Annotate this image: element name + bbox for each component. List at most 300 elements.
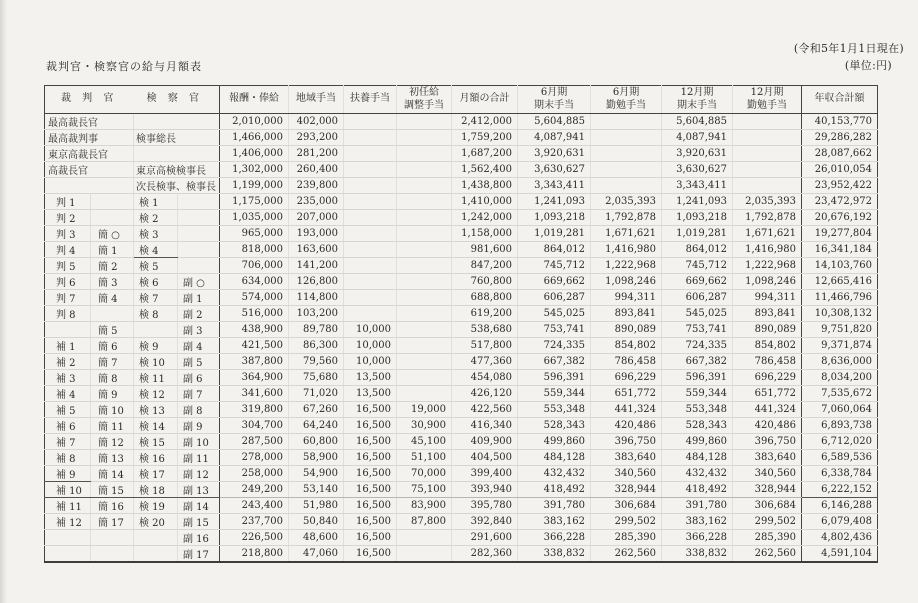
cell-prosecutor-rank: 検 12 [134,386,178,402]
cell-june-term-end: 596,391 [518,370,591,386]
cell-dependent-allowance [344,242,397,258]
cell-annual-total: 14,103,760 [802,258,878,274]
table-row [45,242,878,258]
cell-regional-allowance: 64,240 [289,418,344,434]
cell-dec-term-end: 3,343,411 [662,178,733,194]
cell-june-diligence: 651,772 [591,386,662,402]
cell-monthly-total: 1,438,800 [452,178,518,194]
col-header-regional-allowance: 地域手当 [289,86,344,114]
cell-dec-diligence: 383,640 [733,450,802,466]
cell-june-term-end: 745,712 [518,258,591,274]
cell-salary: 634,000 [220,274,289,290]
cell-june-term-end: 559,344 [518,386,591,402]
cell-judge-rank: 補 4 [45,386,91,402]
cell-salary: 278,000 [220,450,289,466]
cell-prosecutor-rank: 検 2 [134,210,178,226]
cell-regional-allowance: 193,000 [289,226,344,242]
cell-prosecutor-rank [134,546,178,563]
cell-prosecutor-rank: 検 5 [134,258,178,274]
cell-judge-rank: 判 7 [45,290,91,306]
cell-judge-rank: 補 2 [45,354,91,370]
cell-summary-court-rank: 簡 11 [91,418,134,434]
cell-initial-adjustment [397,226,452,242]
cell-summary-court-rank: 簡 8 [91,370,134,386]
salary-table [44,85,878,563]
cell-dec-term-end: 864,012 [662,242,733,258]
cell-monthly-total: 399,400 [452,466,518,482]
cell-regional-allowance: 281,200 [289,146,344,162]
cell-monthly-total: 619,200 [452,306,518,322]
cell-annual-total: 4,802,436 [802,530,878,546]
cell-monthly-total: 477,360 [452,354,518,370]
cell-dec-term-end: 753,741 [662,322,733,338]
cell-regional-allowance: 402,000 [289,114,344,130]
cell-monthly-total: 1,158,000 [452,226,518,242]
cell-prosecutor-rank: 検 1 [134,194,178,210]
cell-dependent-allowance [344,210,397,226]
cell-june-term-end: 391,780 [518,498,591,514]
cell-salary: 341,600 [220,386,289,402]
table-row [45,530,878,546]
cell-june-diligence: 893,841 [591,306,662,322]
cell-dec-diligence: 328,944 [733,482,802,498]
cell-regional-allowance: 51,980 [289,498,344,514]
cell-prosecutor-rank: 検事総長 [134,130,220,146]
table-row [45,226,878,242]
cell-dependent-allowance [344,130,397,146]
cell-salary: 1,035,000 [220,210,289,226]
cell-judge-rank: 補 9 [45,466,91,482]
cell-monthly-total: 2,412,000 [452,114,518,130]
cell-monthly-total: 404,500 [452,450,518,466]
cell-dec-diligence: 396,750 [733,434,802,450]
cell-june-diligence: 328,944 [591,482,662,498]
cell-judge-rank: 補 5 [45,402,91,418]
cell-annual-total: 6,146,288 [802,498,878,514]
cell-annual-total: 4,591,104 [802,546,878,563]
cell-monthly-total: 409,900 [452,434,518,450]
cell-initial-adjustment: 83,900 [397,498,452,514]
cell-vice-prosecutor-rank [178,210,220,226]
cell-judge-rank: 補 11 [45,498,91,514]
table-title: 裁判官・検察官の給与月額表 [46,60,202,73]
cell-june-diligence: 994,311 [591,290,662,306]
cell-june-term-end: 606,287 [518,290,591,306]
cell-salary: 237,700 [220,514,289,530]
cell-june-diligence: 2,035,393 [591,194,662,210]
cell-prosecutor-rank: 検 8 [134,306,178,322]
cell-dec-diligence [733,130,802,146]
cell-judge-rank: 補 8 [45,450,91,466]
cell-prosecutor-rank [134,114,220,130]
cell-dec-diligence: 340,560 [733,466,802,482]
cell-summary-court-rank: 簡 2 [91,258,134,274]
table-row [45,130,878,146]
cell-prosecutor-rank: 検 17 [134,466,178,482]
cell-initial-adjustment [397,178,452,194]
cell-regional-allowance: 58,900 [289,450,344,466]
cell-dec-diligence [733,146,802,162]
col-header-june-diligence-allowance: 6月期 勤勉手当 [591,86,662,114]
cell-annual-total: 6,338,784 [802,466,878,482]
cell-dependent-allowance [344,114,397,130]
cell-dec-term-end: 391,780 [662,498,733,514]
cell-dependent-allowance: 16,500 [344,514,397,530]
cell-june-term-end: 3,920,631 [518,146,591,162]
cell-dec-diligence: 1,792,878 [733,210,802,226]
cell-summary-court-rank: 簡 4 [91,290,134,306]
cell-salary: 421,500 [220,338,289,354]
cell-dependent-allowance: 16,500 [344,402,397,418]
cell-vice-prosecutor-rank: 副 11 [178,450,220,466]
cell-dependent-allowance: 16,500 [344,466,397,482]
cell-june-diligence: 441,324 [591,402,662,418]
cell-regional-allowance: 260,400 [289,162,344,178]
cell-dec-diligence: 651,772 [733,386,802,402]
cell-june-term-end: 484,128 [518,450,591,466]
cell-dec-term-end: 418,492 [662,482,733,498]
cell-regional-allowance: 89,780 [289,322,344,338]
cell-salary: 574,000 [220,290,289,306]
cell-judge-rank: 高裁長官 [45,162,134,178]
col-header-initial-adjustment-allowance: 初任給 調整手当 [397,86,452,114]
cell-monthly-total: 392,840 [452,514,518,530]
cell-regional-allowance: 60,800 [289,434,344,450]
cell-dependent-allowance: 16,500 [344,482,397,498]
cell-salary: 243,400 [220,498,289,514]
cell-initial-adjustment [397,546,452,563]
cell-salary: 364,900 [220,370,289,386]
cell-dec-term-end: 338,832 [662,546,733,563]
cell-judge-rank [45,530,91,546]
cell-salary: 258,000 [220,466,289,482]
cell-vice-prosecutor-rank: 副 3 [178,322,220,338]
cell-vice-prosecutor-rank: 副 14 [178,498,220,514]
table-row [45,434,878,450]
cell-prosecutor-rank: 検 3 [134,226,178,242]
table-row [45,370,878,386]
cell-dependent-allowance: 16,500 [344,434,397,450]
cell-monthly-total: 1,242,000 [452,210,518,226]
cell-vice-prosecutor-rank: 副 9 [178,418,220,434]
cell-dec-term-end: 1,093,218 [662,210,733,226]
cell-prosecutor-rank: 東京高検検事長 [134,162,220,178]
cell-regional-allowance: 75,680 [289,370,344,386]
cell-june-term-end: 1,019,281 [518,226,591,242]
cell-annual-total: 20,676,192 [802,210,878,226]
cell-salary: 319,800 [220,402,289,418]
cell-june-diligence [591,114,662,130]
cell-judge-rank: 判 8 [45,306,91,322]
cell-judge-rank [45,178,134,194]
cell-dec-diligence: 893,841 [733,306,802,322]
cell-judge-rank: 判 2 [45,210,91,226]
judge-section-label: 裁 判 官 [61,93,118,105]
cell-regional-allowance: 48,600 [289,530,344,546]
cell-summary-court-rank: 簡 5 [91,322,134,338]
cell-summary-court-rank: 簡 14 [91,466,134,482]
cell-june-diligence: 1,792,878 [591,210,662,226]
cell-annual-total: 6,079,408 [802,514,878,530]
cell-monthly-total: 760,800 [452,274,518,290]
cell-vice-prosecutor-rank: 副 6 [178,370,220,386]
cell-annual-total: 40,153,770 [802,114,878,130]
cell-dec-diligence: 854,802 [733,338,802,354]
cell-annual-total: 6,589,536 [802,450,878,466]
cell-monthly-total: 1,410,000 [452,194,518,210]
col-header-monthly-total: 月額の合計 [452,86,518,114]
cell-salary: 2,010,000 [220,114,289,130]
cell-june-term-end: 383,162 [518,514,591,530]
cell-monthly-total: 1,759,200 [452,130,518,146]
cell-annual-total: 6,222,152 [802,482,878,498]
cell-summary-court-rank: 簡 7 [91,354,134,370]
cell-initial-adjustment: 51,100 [397,450,452,466]
cell-annual-total: 12,665,416 [802,274,878,290]
cell-prosecutor-rank: 検 10 [134,354,178,370]
cell-salary: 1,302,000 [220,162,289,178]
cell-salary: 304,700 [220,418,289,434]
cell-dec-term-end: 553,348 [662,402,733,418]
cell-initial-adjustment [397,386,452,402]
cell-summary-court-rank [91,530,134,546]
cell-vice-prosecutor-rank [178,194,220,210]
cell-regional-allowance: 163,600 [289,242,344,258]
cell-june-term-end: 864,012 [518,242,591,258]
cell-dec-term-end: 745,712 [662,258,733,274]
cell-salary: 218,800 [220,546,289,563]
cell-initial-adjustment: 75,100 [397,482,452,498]
cell-dependent-allowance: 16,500 [344,530,397,546]
cell-monthly-total: 454,080 [452,370,518,386]
cell-salary: 249,200 [220,482,289,498]
as-of-date-note: (令和5年1月1日現在) [793,42,904,55]
cell-initial-adjustment [397,338,452,354]
cell-summary-court-rank: 簡 16 [91,498,134,514]
cell-monthly-total: 426,120 [452,386,518,402]
cell-prosecutor-rank [134,322,178,338]
cell-june-term-end: 669,662 [518,274,591,290]
cell-june-term-end: 1,093,218 [518,210,591,226]
table-row [45,418,878,434]
cell-june-diligence: 696,229 [591,370,662,386]
cell-june-term-end: 1,241,093 [518,194,591,210]
cell-prosecutor-rank: 検 15 [134,434,178,450]
cell-summary-court-rank: 簡 17 [91,514,134,530]
table-row [45,386,878,402]
cell-vice-prosecutor-rank: 副 7 [178,386,220,402]
cell-monthly-total: 517,800 [452,338,518,354]
table-row [45,498,878,514]
cell-prosecutor-rank: 検 6 [134,274,178,290]
col-header-december-term-end-allowance: 12月期 期末手当 [662,86,733,114]
cell-annual-total: 8,636,000 [802,354,878,370]
header-row [45,86,878,114]
cell-june-diligence [591,130,662,146]
cell-dependent-allowance: 10,000 [344,354,397,370]
table-row [45,274,878,290]
cell-salary: 706,000 [220,258,289,274]
cell-vice-prosecutor-rank: 副 8 [178,402,220,418]
cell-dependent-allowance [344,258,397,274]
cell-dec-term-end: 528,343 [662,418,733,434]
cell-initial-adjustment [397,130,452,146]
cell-dependent-allowance: 10,000 [344,338,397,354]
cell-summary-court-rank: 簡 ○ [91,226,134,242]
cell-dec-diligence: 696,229 [733,370,802,386]
cell-summary-court-rank [91,306,134,322]
cell-june-term-end: 753,741 [518,322,591,338]
cell-salary: 1,175,000 [220,194,289,210]
cell-summary-court-rank [91,546,134,563]
cell-june-term-end: 418,492 [518,482,591,498]
cell-prosecutor-rank: 次長検事、検事長 [134,178,220,194]
cell-vice-prosecutor-rank [178,242,220,258]
cell-monthly-total: 1,687,200 [452,146,518,162]
table-row [45,162,878,178]
cell-summary-court-rank: 簡 12 [91,434,134,450]
cell-prosecutor-rank: 検 19 [134,498,178,514]
cell-judge-rank: 判 4 [45,242,91,258]
cell-prosecutor-rank: 検 20 [134,514,178,530]
cell-regional-allowance: 235,000 [289,194,344,210]
cell-judge-rank [45,322,91,338]
table-row [45,402,878,418]
cell-dependent-allowance: 16,500 [344,418,397,434]
cell-monthly-total: 422,560 [452,402,518,418]
cell-monthly-total: 847,200 [452,258,518,274]
cell-initial-adjustment [397,210,452,226]
cell-initial-adjustment [397,370,452,386]
cell-summary-court-rank: 簡 10 [91,402,134,418]
cell-june-diligence: 396,750 [591,434,662,450]
cell-salary: 1,466,000 [220,130,289,146]
cell-dec-diligence: 306,684 [733,498,802,514]
cell-vice-prosecutor-rank: 副 ○ [178,274,220,290]
table-row [45,450,878,466]
table-row [45,290,878,306]
cell-annual-total: 26,010,054 [802,162,878,178]
cell-dependent-allowance: 16,500 [344,450,397,466]
cell-dependent-allowance [344,306,397,322]
cell-regional-allowance: 47,060 [289,546,344,563]
cell-june-term-end: 366,228 [518,530,591,546]
cell-vice-prosecutor-rank: 副 10 [178,434,220,450]
cell-dec-term-end: 4,087,941 [662,130,733,146]
table-row [45,178,878,194]
cell-judge-rank: 判 5 [45,258,91,274]
cell-vice-prosecutor-rank [178,226,220,242]
cell-dec-diligence [733,162,802,178]
cell-summary-court-rank [91,194,134,210]
cell-salary: 438,900 [220,322,289,338]
cell-salary: 965,000 [220,226,289,242]
cell-dec-term-end: 606,287 [662,290,733,306]
cell-vice-prosecutor-rank: 副 16 [178,530,220,546]
cell-monthly-total: 291,600 [452,530,518,546]
cell-prosecutor-rank: 検 16 [134,450,178,466]
cell-judge-rank: 判 6 [45,274,91,290]
cell-dependent-allowance [344,290,397,306]
cell-dependent-allowance: 16,500 [344,546,397,563]
cell-dec-diligence: 2,035,393 [733,194,802,210]
cell-summary-court-rank: 簡 6 [91,338,134,354]
table-row [45,338,878,354]
table-row [45,114,878,130]
cell-june-term-end: 553,348 [518,402,591,418]
cell-june-diligence [591,162,662,178]
cell-june-term-end: 545,025 [518,306,591,322]
cell-dependent-allowance: 13,500 [344,386,397,402]
cell-annual-total: 6,893,738 [802,418,878,434]
cell-vice-prosecutor-rank: 副 4 [178,338,220,354]
cell-june-term-end: 499,860 [518,434,591,450]
cell-regional-allowance: 126,800 [289,274,344,290]
cell-prosecutor-rank: 検 14 [134,418,178,434]
cell-vice-prosecutor-rank [178,258,220,274]
col-header-salary: 報酬・俸給 [220,86,289,114]
cell-judge-rank: 補 6 [45,418,91,434]
cell-judge-rank: 最高裁長官 [45,114,134,130]
cell-june-diligence: 1,222,968 [591,258,662,274]
cell-judge-rank: 補 7 [45,434,91,450]
table-row [45,466,878,482]
cell-dec-diligence: 262,560 [733,546,802,563]
cell-vice-prosecutor-rank: 副 12 [178,466,220,482]
cell-annual-total: 23,472,972 [802,194,878,210]
unit-note: (単位:円) [844,59,892,72]
cell-salary: 387,800 [220,354,289,370]
cell-judge-rank: 最高裁判事 [45,130,134,146]
cell-june-diligence: 1,671,621 [591,226,662,242]
cell-vice-prosecutor-rank: 副 15 [178,514,220,530]
cell-june-diligence [591,146,662,162]
cell-dec-term-end: 669,662 [662,274,733,290]
table-row [45,146,878,162]
table-row [45,194,878,210]
cell-june-term-end: 724,335 [518,338,591,354]
prosecutor-section-label: 検 察 官 [146,93,204,105]
cell-june-term-end: 432,432 [518,466,591,482]
table-row [45,258,878,274]
cell-dec-diligence: 420,486 [733,418,802,434]
cell-dependent-allowance [344,226,397,242]
cell-june-diligence: 890,089 [591,322,662,338]
cell-initial-adjustment [397,290,452,306]
cell-monthly-total: 538,680 [452,322,518,338]
cell-monthly-total: 395,780 [452,498,518,514]
cell-dec-term-end: 667,382 [662,354,733,370]
cell-judge-rank: 判 1 [45,194,91,210]
cell-june-term-end: 528,343 [518,418,591,434]
cell-salary: 516,000 [220,306,289,322]
cell-june-diligence: 306,684 [591,498,662,514]
salary-table-body [45,114,878,563]
cell-annual-total: 23,952,422 [802,178,878,194]
cell-summary-court-rank: 簡 3 [91,274,134,290]
cell-annual-total: 29,286,282 [802,130,878,146]
table-row [45,210,878,226]
cell-dependent-allowance [344,162,397,178]
cell-initial-adjustment [397,274,452,290]
cell-judge-rank: 東京高裁長官 [45,146,134,162]
cell-judge-rank: 判 3 [45,226,91,242]
cell-initial-adjustment [397,162,452,178]
cell-salary: 226,500 [220,530,289,546]
cell-monthly-total: 981,600 [452,242,518,258]
col-header-dependent-allowance: 扶養手当 [344,86,397,114]
cell-initial-adjustment: 45,100 [397,434,452,450]
